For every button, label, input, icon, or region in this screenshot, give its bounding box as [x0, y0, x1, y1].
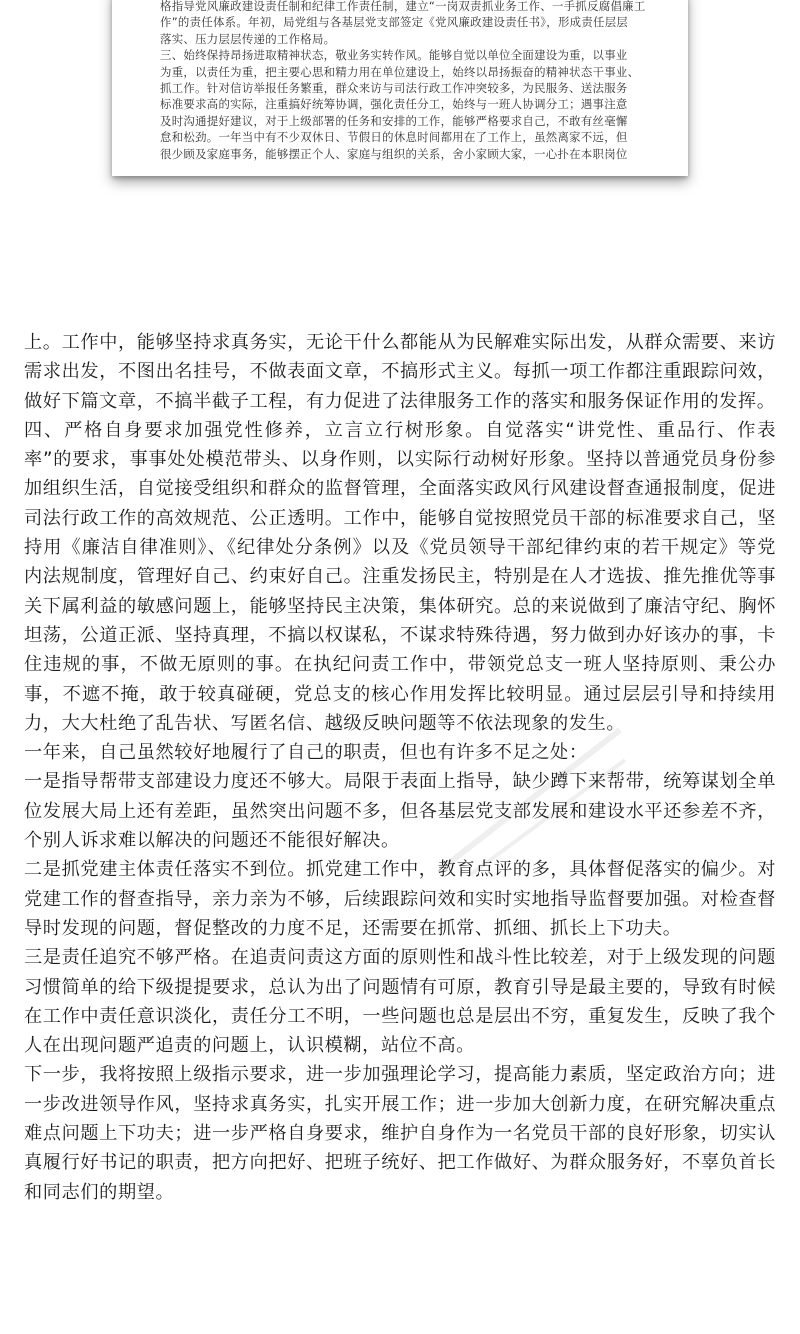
preview-line: 格指导党风廉政建设责任制和纪律工作责任制，建立“一岗双责抓业务工作、一手抓反腐倡廉工: [160, 0, 646, 13]
preview-line: 很少顾及家庭事务，能够摆正个人、家庭与组织的关系，舍小家顾大家，一心扑在本职岗位: [160, 146, 628, 161]
document-preview-card: [112, 0, 688, 176]
preview-line: 为重，以责任为重，把主要心思和精力用在单位建设上，始终以昂扬振奋的精神状态干事业、: [160, 64, 640, 79]
preview-line: 怠和松劲。一年当中有不少双休日、节假日的休息时间都用在了工作上，虽然离家不远，但: [160, 130, 628, 145]
body-paragraph: 四、严格自身要求加强党性修养，立言立行树形象。自觉落实“讲党性、重品行、作表率”的要求，事事处处模范带头、以身作则，以实际行动树好形象。坚持以普通党员身份参加组织生活，自觉接受组织和群众的监督管理，全面落实政风行风建设督查通报制度，促进司法行政工作的高效规范、公正透明。工作中，能够自觉按照党员干部的标准要求自己，坚持用《廉洁自律准则》、《纪律处分条例》以及《党员领导干部纪律约束的若干规定》等党内法规制度，管理好自己、约束好自己。注重发扬民主，特别是在人才选拔、推先推优等事关下属利益的敏感问题上，能够坚持民主决策，集体研究。总的来说做到了廉洁守纪、胸怀坦荡，公道正派、坚持真理，不搞以权谋私，不谋求特殊待遇，努力做到办好该办的事，卡住违规的事，不做无原则的事。在执纪问责工作中，带领党总支一班人坚持原则、秉公办事，不遮不掩，敢于较真碰硬，党总支的核心作用发挥比较明显。通过层层引导和持续用力，大大杜绝了乱告状、写匿名信、越级反映问题等不依法现象的发生。: [24, 419, 776, 734]
body-paragraph: 三是责任追究不够严格。在追责问责这方面的原则性和战斗性比较差，对于上级发现的问题习惯简单的给下级提提要求，总认为出了问题情有可原，教育引导是最主要的，导致有时候在工作中责任意识淡化，责任分工不明，一些问题也总是层出不穷，重复发生，反映了我个人在出现问题严追责的问题上，认识模糊，站位不高。: [24, 947, 776, 1057]
preview-line: 作”的责任体系。年初，局党组与各基层党支部签定《党风廉政建设责任书》，形成责任层层: [160, 15, 629, 30]
body-paragraph: 二是抓党建主体责任落实不到位。抓党建工作中，教育点评的多，具体督促落实的偏少。对党建工作的督查指导，亲力亲为不够，后续跟踪问效和实时实地指导监督要加强。对检查督导时发现的问题，督促整改的力度不足，还需要在抓常、抓细、抓长上下功夫。: [24, 859, 776, 939]
document-body: [24, 328, 776, 1207]
preview-line: 落实、压力层层传递的工作格局。: [160, 31, 336, 46]
preview-line: 及时沟通提好建议，对于上级部署的任务和安排的工作，能够严格要求自己，不敢有丝毫懈: [160, 113, 628, 128]
body-paragraph: 上。工作中，能够坚持求真务实，无论干什么都能从为民解难实际出发，从群众需要、来访需求出发，不图出名挂号，不做表面文章，不搞形式主义。每抓一项工作都注重跟踪问效，做好下篇文章，不搞半截子工程，有力促进了法律服务工作的落实和服务保证作用的发挥。: [24, 332, 776, 412]
body-paragraph: 一年来，自己虽然较好地履行了自己的职责，但也有许多不足之处：: [24, 742, 588, 764]
preview-line: 抓工作。针对信访举报任务繁重，群众来访与司法行政工作冲突较多，为民服务、送法服务: [160, 81, 628, 96]
body-paragraph: 下一步，我将按照上级指示要求，进一步加强理论学习，提高能力素质，坚定政治方向；进一步改进领导作风，坚持求真务实，扎实开展工作；进一步加大创新力度，在研究解决重点难点问题上下功夫；进一步严格自身要求，维护自身作为一名党员干部的良好形象，切实认真履行好书记的职责，把方向把好、把班子统好、把工作做好、为群众服务好，不辜负首长和同志们的期望。: [24, 1064, 776, 1203]
preview-line: 标准要求高的实际，注重搞好统筹协调，强化责任分工，始终与一班人协调分工；遇事注意: [160, 97, 628, 112]
body-paragraph: 一是指导帮带支部建设力度还不够大。局限于表面上指导，缺少蹲下来帮带，统筹谋划全单位发展大局上还有差距，虽然突出问题不多，但各基层党支部发展和建设水平还参差不齐，个别人诉求难以解决的问题还不能很好解决。: [24, 771, 776, 852]
preview-line: 三、始终保持昂扬进取精神状态，敬业务实转作风。能够自觉以单位全面建设为重，以事业: [160, 48, 628, 63]
preview-text: [160, 0, 648, 162]
